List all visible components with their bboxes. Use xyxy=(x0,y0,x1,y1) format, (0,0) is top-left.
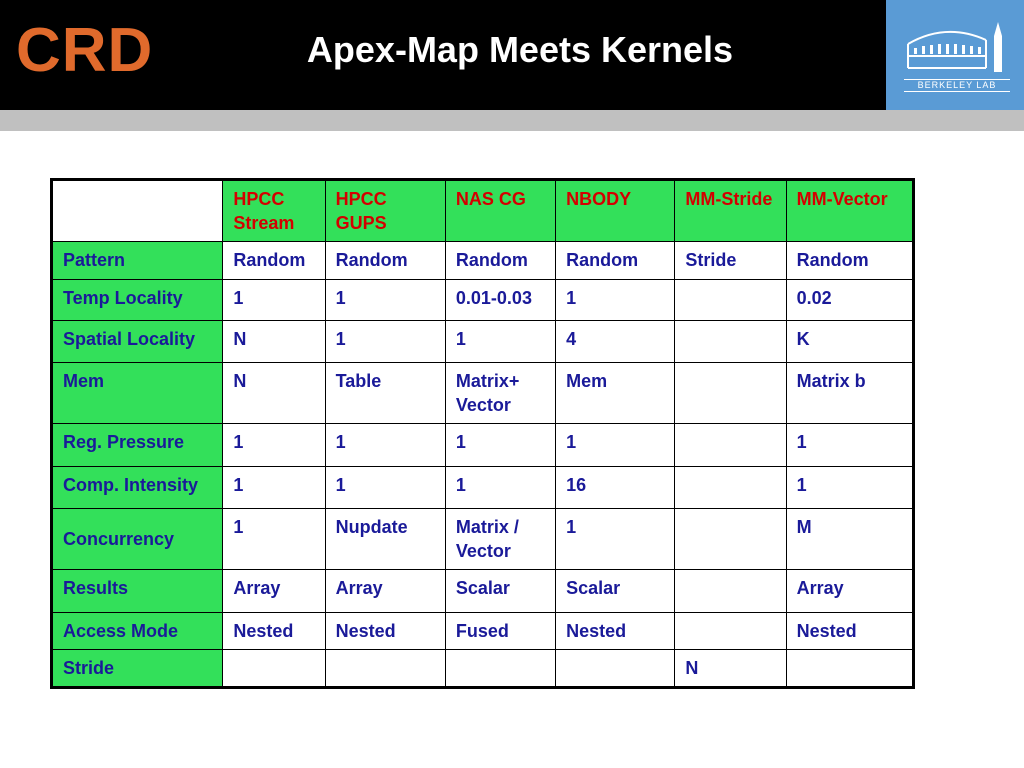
table-row xyxy=(52,280,914,321)
table-cell: 0.01-0.03 xyxy=(445,280,555,321)
row-header: Pattern xyxy=(52,242,223,280)
table-cell: Nested xyxy=(786,613,913,650)
table-cell: Random xyxy=(223,242,325,280)
table-cell: Array xyxy=(223,570,325,613)
column-header: HPCC GUPS xyxy=(325,180,445,242)
table-cell xyxy=(675,613,786,650)
column-header: MM-Vector xyxy=(786,180,913,242)
table-cell: 1 xyxy=(223,467,325,509)
table-cell xyxy=(223,650,325,688)
table-cell: Nested xyxy=(325,613,445,650)
table-cell: Matrix+ Vector xyxy=(445,363,555,424)
table-cell: 1 xyxy=(325,321,445,363)
row-header: Results xyxy=(52,570,223,613)
table-cell: 0.02 xyxy=(786,280,913,321)
slide-title: Apex-Map Meets Kernels xyxy=(306,29,734,70)
row-header: Spatial Locality xyxy=(52,321,223,363)
table-cell: Stride xyxy=(675,242,786,280)
column-header: MM-Stride xyxy=(675,180,786,242)
table-cell: 1 xyxy=(556,280,675,321)
table-cell: Nested xyxy=(556,613,675,650)
table-cell xyxy=(675,424,786,467)
table-cell: 1 xyxy=(445,321,555,363)
table-cell: Fused xyxy=(445,613,555,650)
table-cell: N xyxy=(223,363,325,424)
row-header: Stride xyxy=(52,650,223,688)
table-row xyxy=(52,570,914,613)
crd-logo: CRD xyxy=(16,16,154,85)
table-row xyxy=(52,509,914,570)
table-cell: 1 xyxy=(223,280,325,321)
table-cell: Random xyxy=(556,242,675,280)
table-cell xyxy=(325,650,445,688)
table-row xyxy=(52,363,914,424)
table-cell: 1 xyxy=(786,424,913,467)
table-row xyxy=(52,321,914,363)
table-cell: Random xyxy=(325,242,445,280)
table-cell xyxy=(675,363,786,424)
table-cell: 1 xyxy=(445,467,555,509)
table-cell xyxy=(556,650,675,688)
table-cell: 4 xyxy=(556,321,675,363)
table-cell: M xyxy=(786,509,913,570)
kernels-comparison-table xyxy=(50,178,915,689)
table-cell: Random xyxy=(786,242,913,280)
table-cell: 16 xyxy=(556,467,675,509)
table-cell xyxy=(675,280,786,321)
table-cell: 1 xyxy=(786,467,913,509)
table-row xyxy=(52,650,914,688)
row-header: Temp Locality xyxy=(52,280,223,321)
column-header: NAS CG xyxy=(445,180,555,242)
table-cell: 1 xyxy=(556,509,675,570)
table-cell: Matrix b xyxy=(786,363,913,424)
table-cell: 1 xyxy=(325,424,445,467)
berkeley-lab-label: BERKELEY LAB xyxy=(904,79,1010,92)
table-row xyxy=(52,242,914,280)
berkeley-lab-logo xyxy=(886,0,1024,110)
table-cell: 1 xyxy=(325,280,445,321)
table-cell: Scalar xyxy=(445,570,555,613)
table-cell xyxy=(675,509,786,570)
table-row xyxy=(52,613,914,650)
berkeley-lab-building-icon xyxy=(886,0,1024,110)
table-cell xyxy=(675,467,786,509)
table-cell: Array xyxy=(786,570,913,613)
table-cell: 1 xyxy=(325,467,445,509)
table-cell: Random xyxy=(445,242,555,280)
table-cell: Scalar xyxy=(556,570,675,613)
table-row xyxy=(52,467,914,509)
table-cell: Table xyxy=(325,363,445,424)
table-cell xyxy=(786,650,913,688)
row-header: Concurrency xyxy=(52,509,223,570)
table-cell: Nested xyxy=(223,613,325,650)
row-header: Access Mode xyxy=(52,613,223,650)
table-cell xyxy=(675,570,786,613)
table-cell: 1 xyxy=(223,509,325,570)
table-header-row xyxy=(52,180,914,242)
header-divider-band xyxy=(0,110,1024,131)
column-header: NBODY xyxy=(556,180,675,242)
table-cell: 1 xyxy=(445,424,555,467)
table-cell: K xyxy=(786,321,913,363)
table-corner-cell xyxy=(52,180,223,242)
table-cell: Matrix / Vector xyxy=(445,509,555,570)
table-cell: N xyxy=(675,650,786,688)
row-header: Reg. Pressure xyxy=(52,424,223,467)
table-row xyxy=(52,424,914,467)
row-header: Mem xyxy=(52,363,223,424)
table-cell xyxy=(445,650,555,688)
table-cell: Nupdate xyxy=(325,509,445,570)
table-cell: N xyxy=(223,321,325,363)
table-cell xyxy=(675,321,786,363)
row-header: Comp. Intensity xyxy=(52,467,223,509)
table-cell: 1 xyxy=(556,424,675,467)
slide-header xyxy=(0,0,1024,110)
column-header: HPCC Stream xyxy=(223,180,325,242)
table-cell: Mem xyxy=(556,363,675,424)
table-cell: Array xyxy=(325,570,445,613)
table-cell: 1 xyxy=(223,424,325,467)
